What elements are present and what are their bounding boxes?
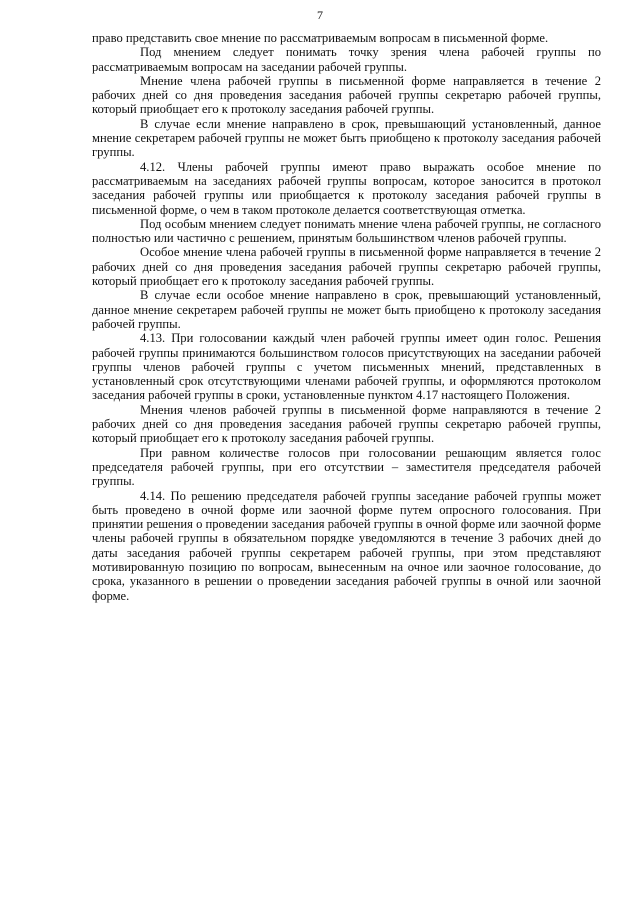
document-body	[92, 31, 601, 603]
paragraph-4-14: 4.14. По решению председателя рабочей группы заседание рабочей группы может быть проведено в очной форме или заочной форме путем опросного голосования. При принятии решения о проведении заседания рабочей группы в очной форме или заочной форме члены рабочей группы в обязательном порядке уведомляются в течение 3 рабочих дней до даты заседания рабочей группы секретарем рабочей группы, при этом представляют мотивированную позицию по вопросам, вынесенным на очное или заочное голосование, до срока, указанного в решении о проведении заседания рабочей группы в очной или заочной форме.	[92, 488, 601, 603]
paragraph-opinion-late: В случае если мнение направлено в срок, превышающий установленный, данное мнение секретарем рабочей группы не может быть приобщено к протоколу заседания рабочей группы.	[92, 116, 601, 160]
paragraph-special-opinion-late: В случае если особое мнение направлено в срок, превышающий установленный, данное мнение секретарем рабочей группы не может быть приобщено к протоколу заседания рабочей группы.	[92, 288, 601, 331]
paragraph-opinions-submission: Мнения членов рабочей группы в письменной форме направляются в течение 2 рабочих дней со дня проведения заседания рабочей группы секретарю рабочей группы, который приобщает его к протоколу заседания рабочей группы.	[92, 402, 601, 446]
paragraph-special-opinion-submission: Особое мнение члена рабочей группы в письменной форме направляется в течение 2 рабочих дней со дня проведения заседания рабочей группы секретарю рабочей группы, который приобщает его к протоколу заседания рабочей группы.	[92, 245, 601, 289]
paragraph-opinion-submission: Мнение члена рабочей группы в письменной форме направляется в течение 2 рабочих дней со дня проведения заседания рабочей группы секретарю рабочей группы, который приобщает его к протоколу заседания рабочей группы.	[92, 73, 601, 117]
paragraph-tie-vote: При равном количестве голосов при голосовании решающим является голос председателя рабочей группы, при его отсутствии – заместителя председателя рабочей группы.	[92, 445, 601, 489]
paragraph-opinion-definition: Под мнением следует понимать точку зрения члена рабочей группы по рассматриваемым вопросам на заседании рабочей группы.	[92, 45, 601, 74]
paragraph-4-13: 4.13. При голосовании каждый член рабочей группы имеет один голос. Решения рабочей группы принимаются большинством голосов присутствующих на заседании рабочей группы членов рабочей группы с учетом письменных мнений, представленных в установленный срок отсутствующими членами рабочей группы, и оформляются протоколом заседания рабочей группы в сроки, установленные пунктом 4.17 настоящего Положения.	[92, 331, 601, 403]
paragraph-continuation: право представить свое мнение по рассматриваемым вопросам в письменной форме.	[92, 31, 549, 45]
paragraph-special-opinion-definition: Под особым мнением следует понимать мнение члена рабочей группы, не согласного полностью или частично с решением, принятым большинством членов рабочей группы.	[92, 216, 601, 246]
paragraph-4-12: 4.12. Члены рабочей группы имеют право выражать особое мнение по рассматриваемым на заседаниях рабочей группы вопросам, которое заносится в протокол заседания рабочей группы или приобщается к протоколу заседания рабочей группы в письменной форме, о чем в таком протоколе делается соответствующая отметка.	[92, 159, 601, 217]
page-number: 7	[317, 8, 323, 22]
